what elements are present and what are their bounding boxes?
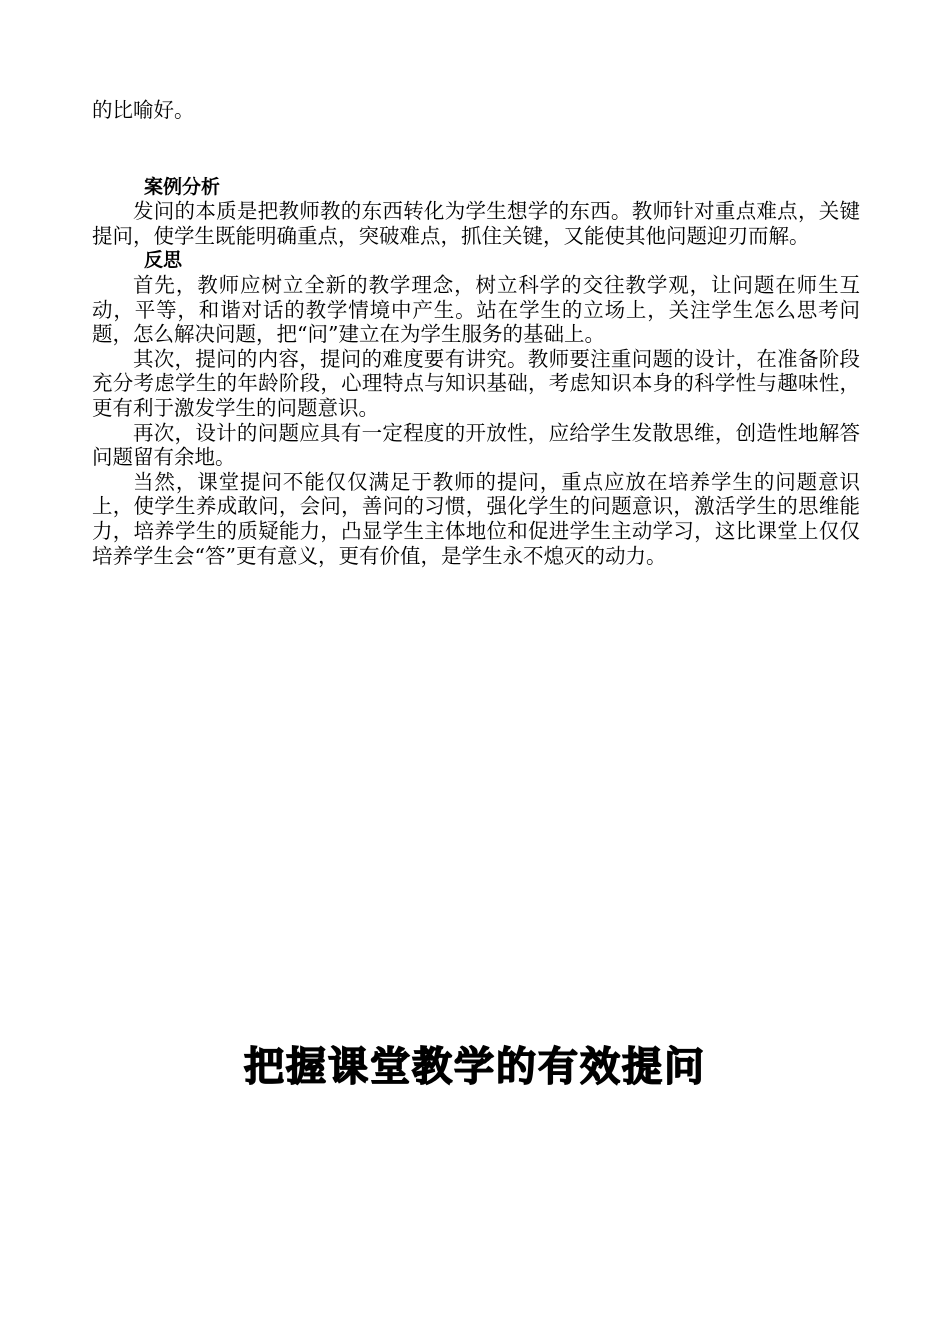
document-title: 把握课堂教学的有效提问 xyxy=(244,1044,706,1090)
reflection-paragraph-3: 再次，设计的问题应具有一定程度的开放性，应给学生发散思维，创造性地解答问题留有余地。 xyxy=(92,420,860,470)
case-analysis-heading: 案例分析 xyxy=(144,175,221,198)
reflection-heading: 反思 xyxy=(144,249,183,272)
intro-fragment: 的比喻好。 xyxy=(92,98,195,122)
reflection-paragraph-2: 其次，提问的内容，提问的难度要有讲究。教师要注重问题的设计，在准备阶段充分考虑学生的年龄阶段，心理特点与知识基础，考虑知识本身的科学性与趣味性，更有利于激发学生的问题意识。 xyxy=(92,346,860,420)
reflection-paragraph-1: 首先，教师应树立全新的教学理念，树立科学的交往教学观，让问题在师生互动，平等，和谐对话的教学情境中产生。站在学生的立场上，关注学生怎么思考问题，怎么解决问题，把“问”建立在为学生服务的基础上。 xyxy=(92,272,860,347)
reflection-paragraph-4: 当然，课堂提问不能仅仅满足于教师的提问，重点应放在培养学生的问题意识上，使学生养成敢问，会问，善问的习惯，强化学生的问题意识，激活学生的思维能力，培养学生的质疑能力，凸显学生主体地位和促进学生主动学习，这比课堂上仅仅培养学生会“答”更有意义，更有价值，是学生永不熄灭的动力。 xyxy=(92,469,860,568)
case-analysis-paragraph: 发问的本质是把教师教的东西转化为学生想学的东西。教师针对重点难点，关键提问，使学生既能明确重点，突破难点，抓住关键，又能使其他问题迎刃而解。 xyxy=(92,199,860,248)
document-body xyxy=(92,98,860,568)
